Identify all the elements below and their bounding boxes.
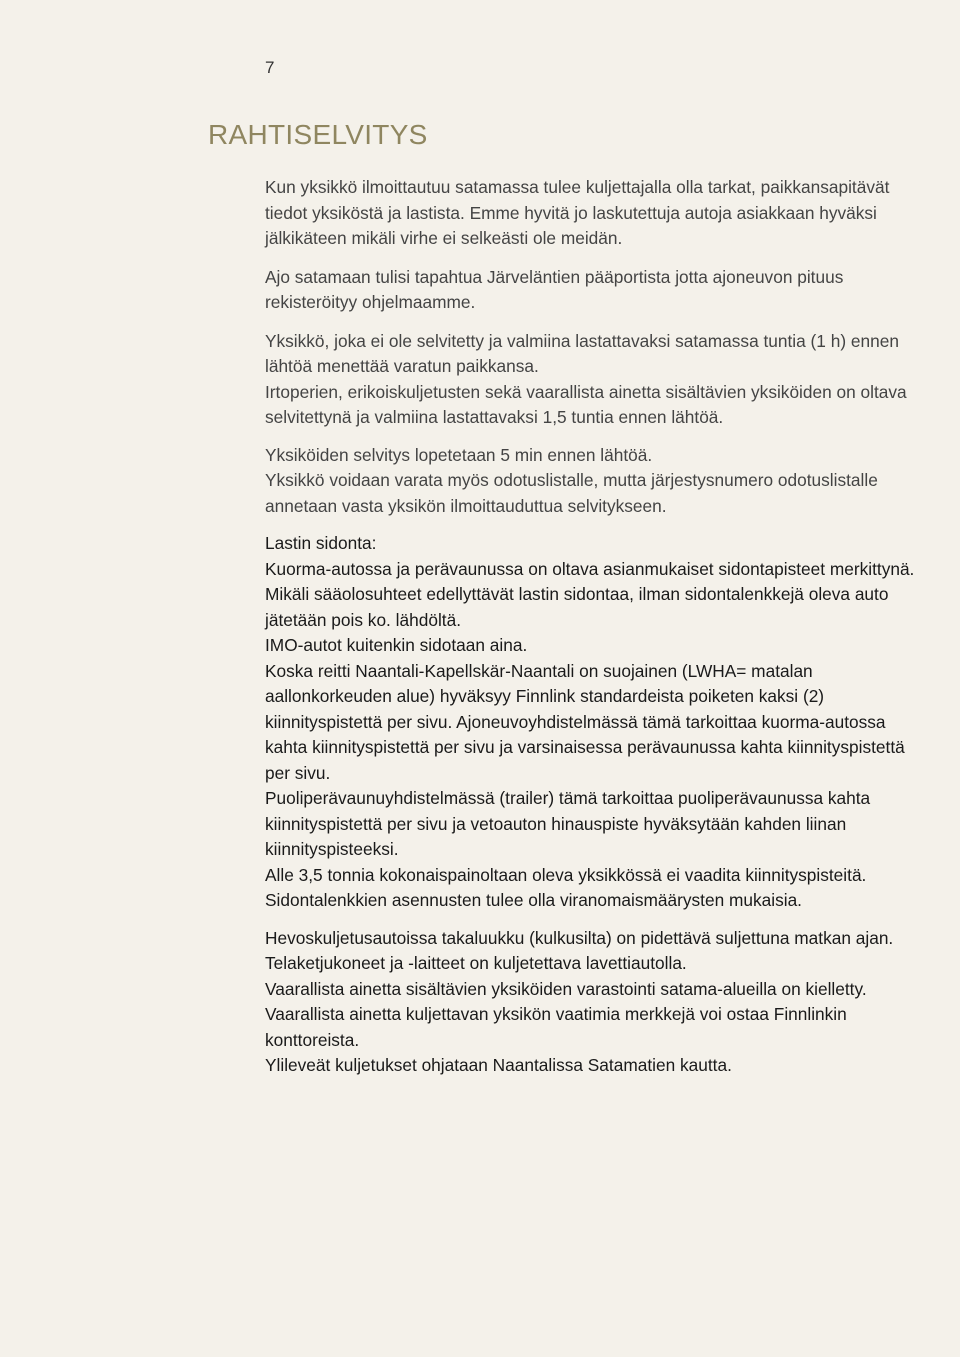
paragraph-imo: IMO-autot kuitenkin sidotaan aina. — [265, 635, 528, 655]
paragraph-trailer: Puoliperävaunuyhdistelmässä (trailer) tämä tarkoittaa puoliperävaunussa kahta kiinnityspistettä per sivu ja vetoauton hinauspiste hyväksytään kahden liinan kiinnityspisteeksi. — [265, 788, 871, 859]
document-body — [265, 175, 915, 1079]
paragraph-lashing-points: Kuorma-autossa ja perävaunussa on oltava asianmukaiset sidontapisteet merkittynä. Mikäli sääolosuhteet edellyttävät lastin sidontaa, ilman sidontalenkkejä oleva auto jätetään pois ko. lähdöltä. — [265, 558, 915, 630]
paragraph-light-units: Alle 3,5 tonnia kokonaispainoltaan oleva yksikkössä ei vaadita kiinnityspisteitä. Sidontalenkkien asennusten tulee olla viranomaismäärysten mukaisia. — [265, 864, 867, 910]
paragraph-clearance-close: Yksiköiden selvitys lopetetaan 5 min ennen lähtöä. — [265, 444, 653, 465]
paragraph-dangerous-labels: Vaarallista ainetta kuljettavan yksikön vaatimia merkkejä voi ostaa Finnlinkin konttoreista. — [265, 1004, 847, 1050]
paragraph-tracked-machines: Telaketjukoneet ja -laitteet on kuljetettava lavettiautolla. — [265, 953, 687, 973]
paragraph-oversize: Ylileveät kuljetukset ohjataan Naantalissa Satamatien kautta. — [265, 1055, 732, 1075]
paragraph-intro: Kun yksikkö ilmoittautuu satamassa tulee kuljettajalla olla tarkat, paikkansapitävät tiedot yksiköstä ja lastista. Emme hyvitä jo laskutettuja autoja asiakkaan hyväksi jälkikäteen mikäli virhe ei selkeästi ole meidän. — [265, 177, 890, 248]
paragraph-waiting-list: Yksikkö voidaan varata myös odotuslistalle, mutta järjestysnumero odotuslistalle annetaan vasta yksikön ilmoittauduttua selvitykseen. — [265, 470, 878, 516]
paragraph-horse-transport: Hevoskuljetusautoissa takaluukku (kulkusilta) on pidettävä suljettuna matkan ajan. — [265, 927, 894, 948]
paragraph-clearance-deadline: Yksikkö, joka ei ole selvitetty ja valmiina lastattavaksi satamassa tuntia (1 h) ennen lähtöä menettää varatun paikkansa. — [265, 330, 899, 376]
paragraph-special-cargo: Irtoperien, erikoiskuljetusten sekä vaarallista ainetta sisältävien yksiköiden on oltava selvitettynä ja valmiina lastattavaksi 1,5 tuntia ennen lähtöä. — [265, 381, 907, 427]
document-title: RAHTISELVITYS — [208, 119, 428, 150]
paragraph-lwha-route: Koska reitti Naantali-Kapellskär-Naantali on suojainen (LWHA= matalan aallonkorkeuden alue) hyväksyy Finnlink standardeista poiketen kaksi (2) kiinnityspistettä per sivu. Ajoneuvoyhdistelmässä tämä tarkoittaa kuorma-autossa kahta kiinnityspistettä per sivu ja varsinaisessa perävaunussa kahta kiinnityspistettä per sivu. — [265, 660, 905, 783]
paragraph-port-entry: Ajo satamaan tulisi tapahtua Järveläntien pääportista jotta ajoneuvon pituus rekisteröityy ohjelmaamme. — [265, 266, 844, 312]
paragraph-dangerous-storage: Vaarallista ainetta sisältävien yksiköiden varastointi satama-alueilla on kielletty. — [265, 978, 867, 999]
section-heading-lashing: Lastin sidonta: — [265, 533, 377, 553]
page-number: 7 — [265, 58, 275, 77]
